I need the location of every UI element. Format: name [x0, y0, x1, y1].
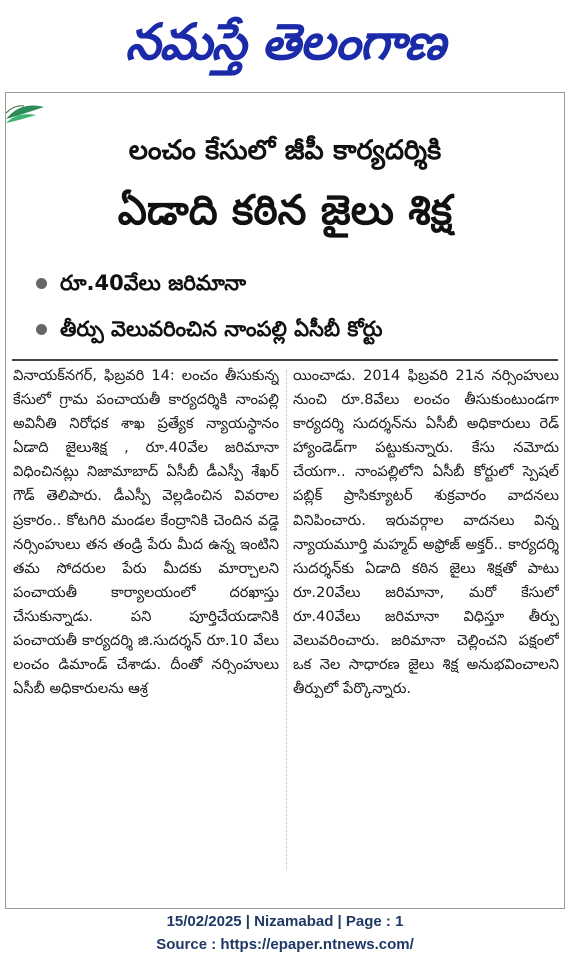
article-headline: ఏడాది కఠిన జైలు శిక్ష [117, 186, 453, 234]
highlight-bullet [36, 315, 382, 343]
section-divider [12, 359, 558, 361]
highlight-bullet [36, 269, 246, 297]
body-column-right: యించాడు. 2014 ఫిబ్రవరి 21న నర్సింహులు నుంచి రూ.8వేలు లంచం తీసుకుంటుండగా కార్యదర్శి సుదర్శన్‌ను ఏసీబీ అధికారులు రెడ్ హ్యాండెడ్‌గా పట్టుకున్నారు. కేసు నమోదు చేయగా.. నాంపల్లిలోని ఏసీబీ కోర్టులో స్పెషల్ పబ్లిక్ ప్రాసిక్యూటర్ శుక్రవారం వాదనలు వినిపించారు. ఇరువర్గాల వాదనలు విన్న న్యాయమూర్తి మహ్మద్ అఫ్రోజ్ అక్తర్.. కార్యదర్శి సుదర్శన్‌కు ఏడాది కఠిన జైలు శిక్షతో పాటు రూ.20వేలు జరిమానా, మరో కేసులో రూ.40వేలు జరిమానా విధిస్తూ తీర్పు వెలువరించారు. జరిమానా చెల్లించని పక్షంలో ఒక నెల సాధారణ జైలు శిక్ష అనుభవించాలని తీర్పులో పేర్కొన్నారు. [293, 367, 559, 698]
article-body [13, 364, 559, 904]
source-credit: Source : https://epaper.ntnews.com/ [156, 936, 414, 953]
edition-dateline: 15/02/2025 | Nizamabad | Page : 1 [166, 913, 404, 930]
highlight-text: రూ.40వేలు జరిమానా [60, 271, 247, 295]
article-clipping [5, 92, 565, 909]
leaf-icon [6, 99, 46, 125]
column-divider [286, 370, 287, 870]
newspaper-title: నమస్తే తెలంగాణ [125, 12, 445, 71]
highlight-text: తీర్పు వెలువరించిన నాంపల్లి ఏసీబీ కోర్టు [60, 317, 383, 341]
bullet-dot-icon [36, 278, 47, 289]
bullet-dot-icon [36, 324, 47, 335]
body-column-left: వినాయక్‌నగర్, ఫిబ్రవరి 14: లంచం తీసుకున్న కేసులో గ్రామ పంచాయతీ కార్యదర్శికి నాంపల్లి అవినీతి నిరోధక శాఖ ప్రత్యేక న్యాయస్థానం ఏడాది జైలుశిక్ష , రూ.40వేల జరిమానా విధించినట్లు నిజామాబాద్ ఏసీబీ డీఎస్పీ శేఖర్ గౌడ్ తెలిపారు. డీఎస్పీ వెల్లడించిన వివరాల ప్రకారం.. కోటగిరి మండల కేంద్రానికి చెందిన వడ్డె నర్సింహులు తన తండ్రి పేరు మీద ఉన్న ఇంటిని తమ సోదరుల పేరు మీదకు మార్చాలని పంచాయతీ కార్యాలయంలో దరఖాస్తు చేసుకున్నాడు. పని పూర్తిచేయడానికి పంచాయతీ కార్యదర్శి జి.సుదర్శన్ రూ.10 వేలు లంచం డిమాండ్ చేశాడు. దీంతో నర్సింహులు ఏసీబీ అధికారులను ఆశ్ర [13, 367, 279, 698]
masthead [0, 6, 570, 78]
article-kicker: లంచం కేసులో జీపీ కార్యదర్శికి [128, 135, 442, 166]
